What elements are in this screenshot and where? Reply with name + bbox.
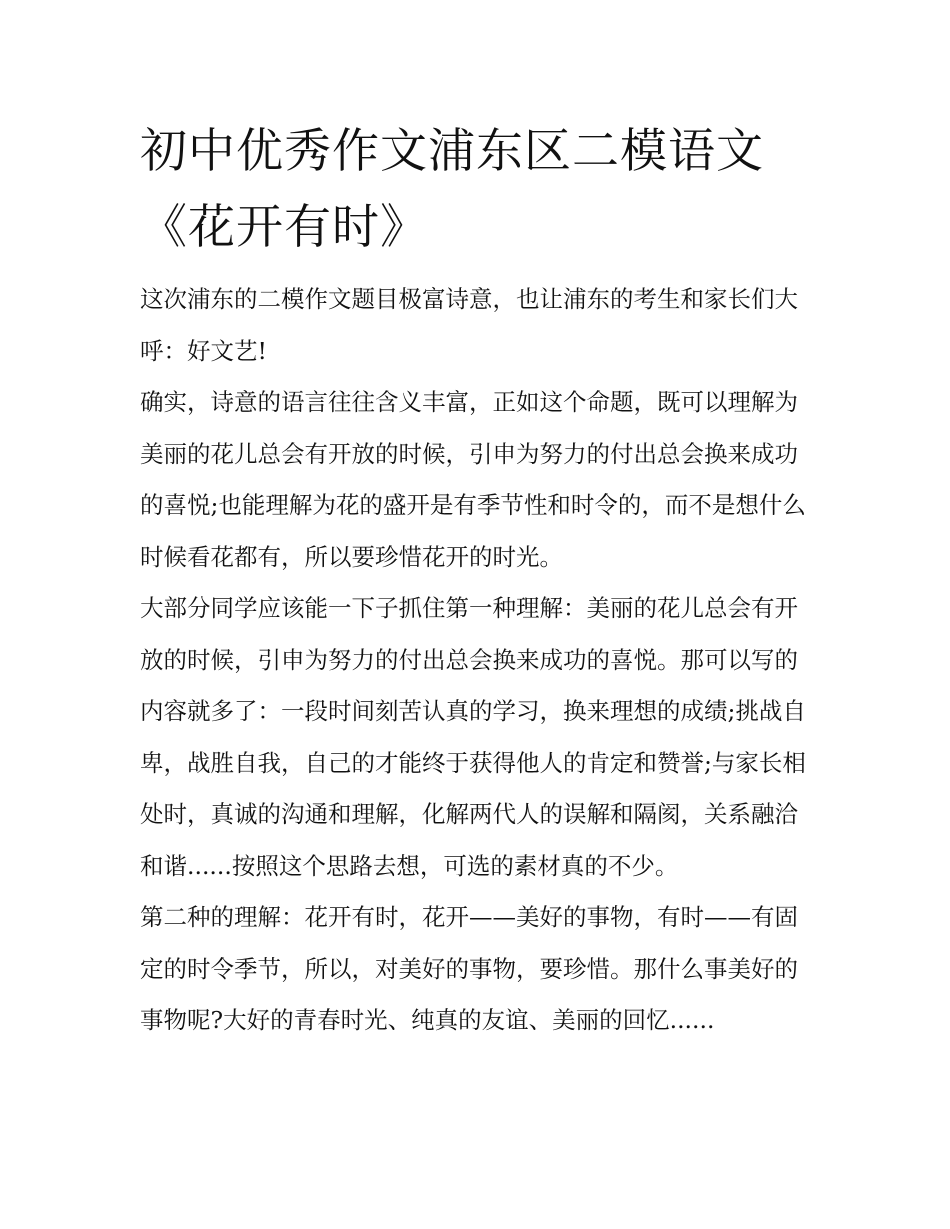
paragraph-4: 第二种的理解：花开有时，花开——美好的事物，有时——有固定的时令季节，所以，对美好的事物，要珍惜。那什么事美好的事物呢?大好的青春时光、纯真的友谊、美丽的回忆...... — [140, 903, 798, 1034]
paragraph-2: 确实，诗意的语言往往含义丰富，正如这个命题，既可以理解为美丽的花儿总会有开放的时候，引申为努力的付出总会换来成功的喜悦;也能理解为花的盛开是有季节性和时令的，而不是想什么时候看花都有，所以要珍惜花开的时光。 — [140, 388, 806, 571]
paragraph-1: 这次浦东的二模作文题目极富诗意，也让浦东的考生和家长们大呼：好文艺! — [140, 285, 798, 365]
document-title: 初中优秀作文浦东区二模语文《花开有时》 — [140, 124, 764, 255]
paragraph-3: 大部分同学应该能一下子抓住第一种理解：美丽的花儿总会有开放的时候，引申为努力的付出总会换来成功的喜悦。那可以写的内容就多了：一段时间刻苦认真的学习，换来理想的成绩;挑战自卑，战胜自我，自己的才能终于获得他人的肯定和赞誉;与家长相处时，真诚的沟通和理解，化解两代人的误解和隔阂，关系融洽和谐......按照这个思路去想，可选的素材真的不少。 — [140, 594, 806, 880]
document-body — [140, 274, 812, 1047]
